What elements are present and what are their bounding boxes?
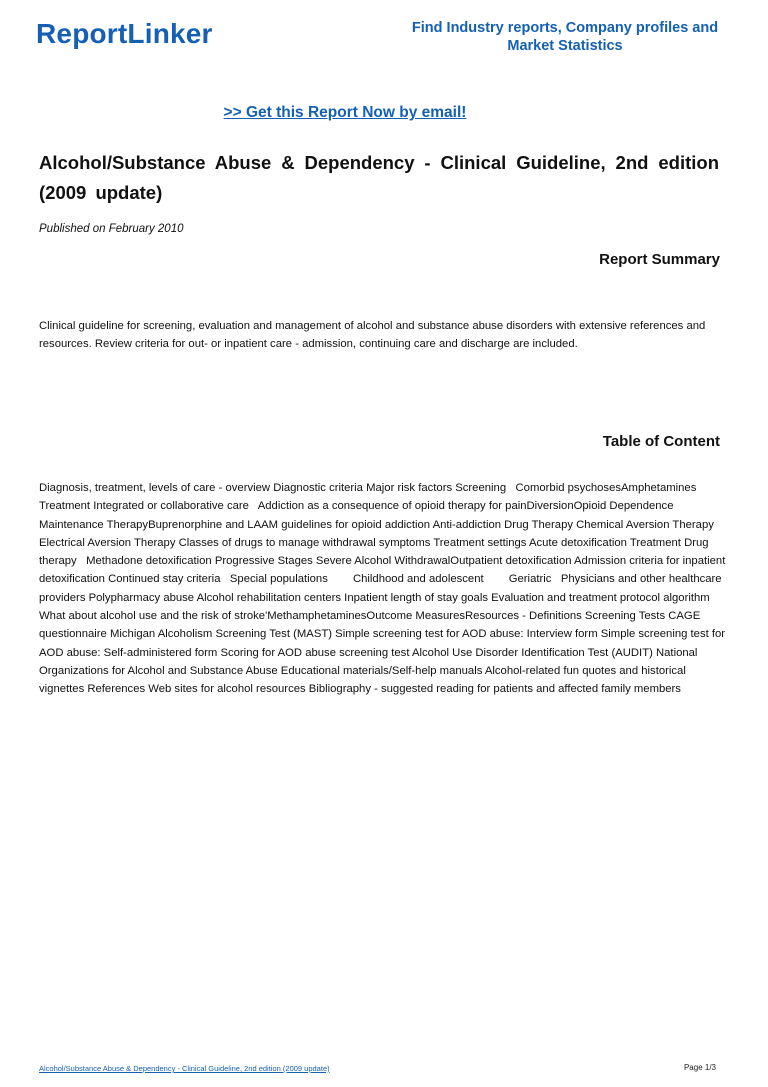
get-report-link[interactable]: >> Get this Report Now by email! <box>223 104 467 121</box>
page-number: Page 1/3 <box>683 1063 716 1072</box>
footer-report-link[interactable]: Alcohol/Substance Abuse & Dependency - Clinical Guideline, 2nd edition (2009 update) <box>39 1064 330 1073</box>
published-date: Published on February 2010 <box>39 223 184 235</box>
report-summary-text: Clinical guideline for screening, evaluation and management of alcohol and substance abuse disorders with extensive references and resources. Review criteria for out- or inpatient care - admission, continuing care and discharge are included. <box>39 320 706 350</box>
header-tagline: Find Industry reports, Company profiles and Market Statistics <box>411 20 719 54</box>
table-of-content-heading: Table of Content <box>602 433 720 450</box>
table-of-content-text: Diagnosis, treatment, levels of care - overview Diagnostic criteria Major risk factors Screening Comorbid psychosesAmphetamines Treatment Integrated or collaborative care Addiction as a consequence of opioid therapy for painDiversionOpioid Dependence Maintenance TherapyBuprenorphine and LAAM guidelines for opioid addiction Anti-addiction Drug Therapy Chemical Aversion Therapy Electrical Aversion Therapy Classes of drugs to manage withdrawal symptoms Treatment settings Acute detoxification Treatment Drug therapy Methadone detoxification Progressive Stages Severe Alcohol WithdrawalOutpatient detoxification Admission criteria for inpatient detoxification Continued stay criteria Special populations Childhood and adolescent Geriatric Physicians and other healthcare providers Polypharmacy abuse Alcohol rehabilitation centers Inpatient length of stay goals Evaluation and treatment protocol algorithm What about alcohol use and the risk of stroke'MethamphetaminesOutcome MeasuresResources - Definitions Screening Tests CAGE questionnaire Michigan Alcoholism Screening Test (MAST) Simple screening test for AOD abuse: Interview form Simple screening test for AOD abuse: Self-administered form Scoring for AOD abuse screening test Alcohol Use Disorder Identification Test (AUDIT) National Organizations for Alcohol and Substance Abuse Educational materials/Self-help manuals Alcohol-related fun quotes and historical vignettes References Web sites for alcohol resources Bibliography - suggested reading for patients and affected family members <box>39 482 729 696</box>
report-title: Alcohol/Substance Abuse & Dependency - Clinical Guideline, 2nd edition (2009 update) <box>39 152 719 203</box>
reportlinker-logo[interactable]: ReportLinker <box>36 18 213 49</box>
report-summary-heading: Report Summary <box>599 251 720 268</box>
